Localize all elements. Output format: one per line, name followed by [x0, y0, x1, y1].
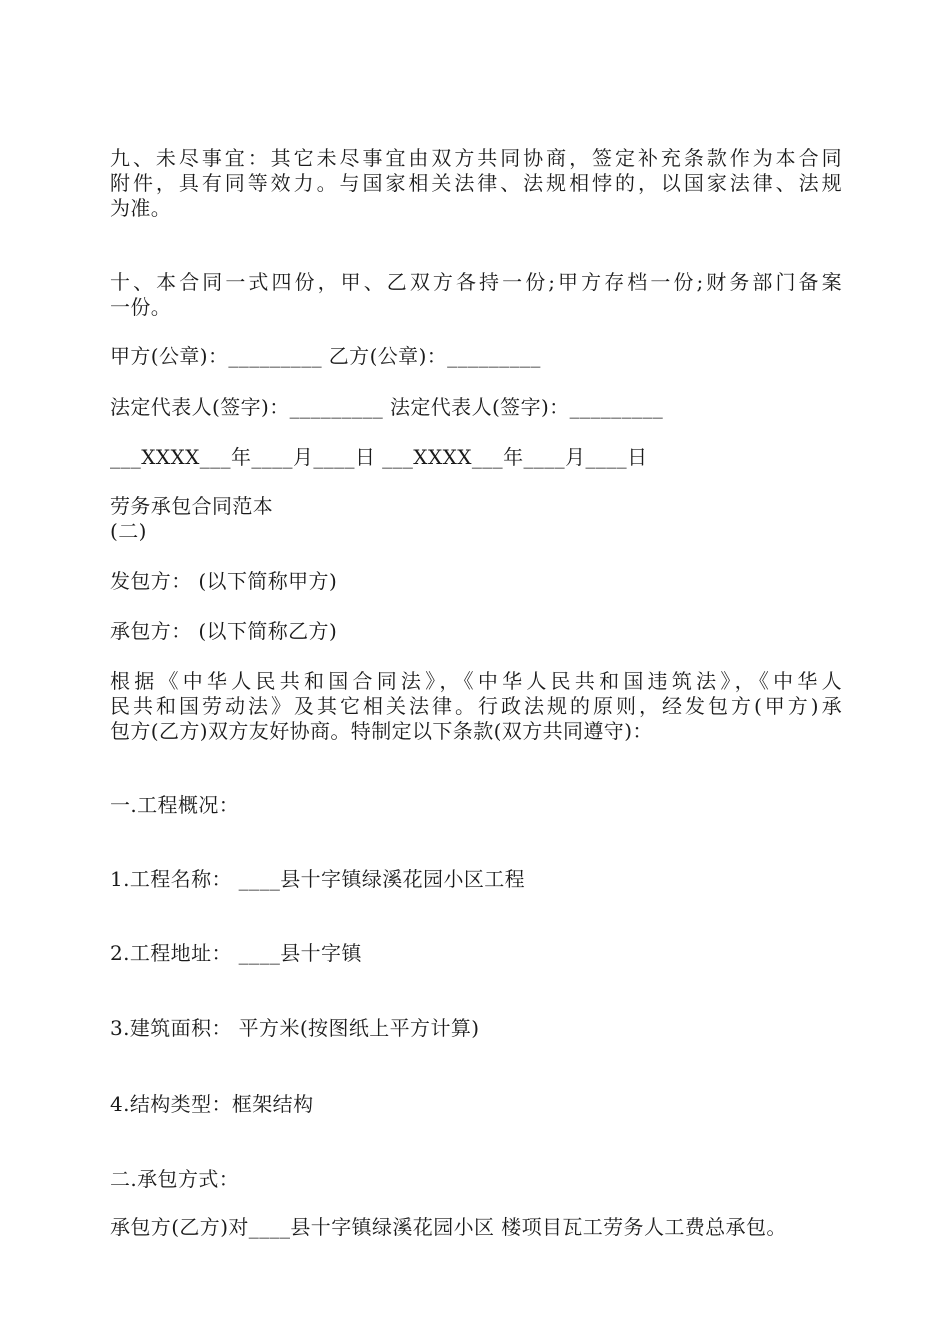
heading-contract-method: 二.承包方式：	[110, 1167, 240, 1191]
building-area: 3.建筑面积： 平方米(按图纸上平方计算)	[110, 1016, 480, 1040]
clause-9-line-1: 九、未尽事宜：其它未尽事宜由双方共同协商，签定补充条款作为本合同	[110, 146, 842, 170]
heading-project-overview: 一.工程概况：	[110, 793, 240, 817]
section-number: (二)	[110, 519, 147, 543]
legal-rep-signature-line: 法定代表人(签字)：_________ 法定代表人(签字)：_________	[110, 395, 664, 419]
structure-type: 4.结构类型：框架结构	[110, 1092, 314, 1116]
clause-10-line-1: 十、本合同一式四份，甲、乙双方各持一份;甲方存档一份;财务部门备案	[110, 270, 842, 294]
clause-10-line-2: 一份。	[110, 295, 172, 319]
clause-9-line-3: 为准。	[110, 196, 172, 220]
project-name: 1.工程名称： ____县十字镇绿溪花园小区工程	[110, 867, 526, 891]
project-address: 2.工程地址： ____县十字镇	[110, 941, 362, 965]
contractor-party: 发包方： (以下简称甲方)	[110, 569, 338, 593]
signing-date-line: ___XXXX___年____月____日 ___XXXX___年____月____日	[110, 445, 648, 469]
contract-method-text: 承包方(乙方)对____县十字镇绿溪花园小区 楼项目瓦工劳务人工费总承包。	[110, 1215, 787, 1239]
section-title: 劳务承包合同范本	[110, 494, 274, 518]
preamble-line-1: 根据《中华人民共和国合同法》，《中华人民共和国违筑法》，《中华人	[110, 669, 842, 693]
clause-9-line-2: 附件，具有同等效力。与国家相关法律、法规相悖的，以国家法律、法规	[110, 171, 842, 195]
party-seal-line: 甲方(公章)：_________ 乙方(公章)：_________	[110, 344, 541, 368]
preamble-line-2: 民共和国劳动法》及其它相关法律。行政法规的原则，经发包方(甲方)承	[110, 694, 842, 718]
subcontractor-party: 承包方： (以下简称乙方)	[110, 619, 338, 643]
preamble-line-3: 包方(乙方)双方友好协商。特制定以下条款(双方共同遵守)：	[110, 719, 653, 743]
